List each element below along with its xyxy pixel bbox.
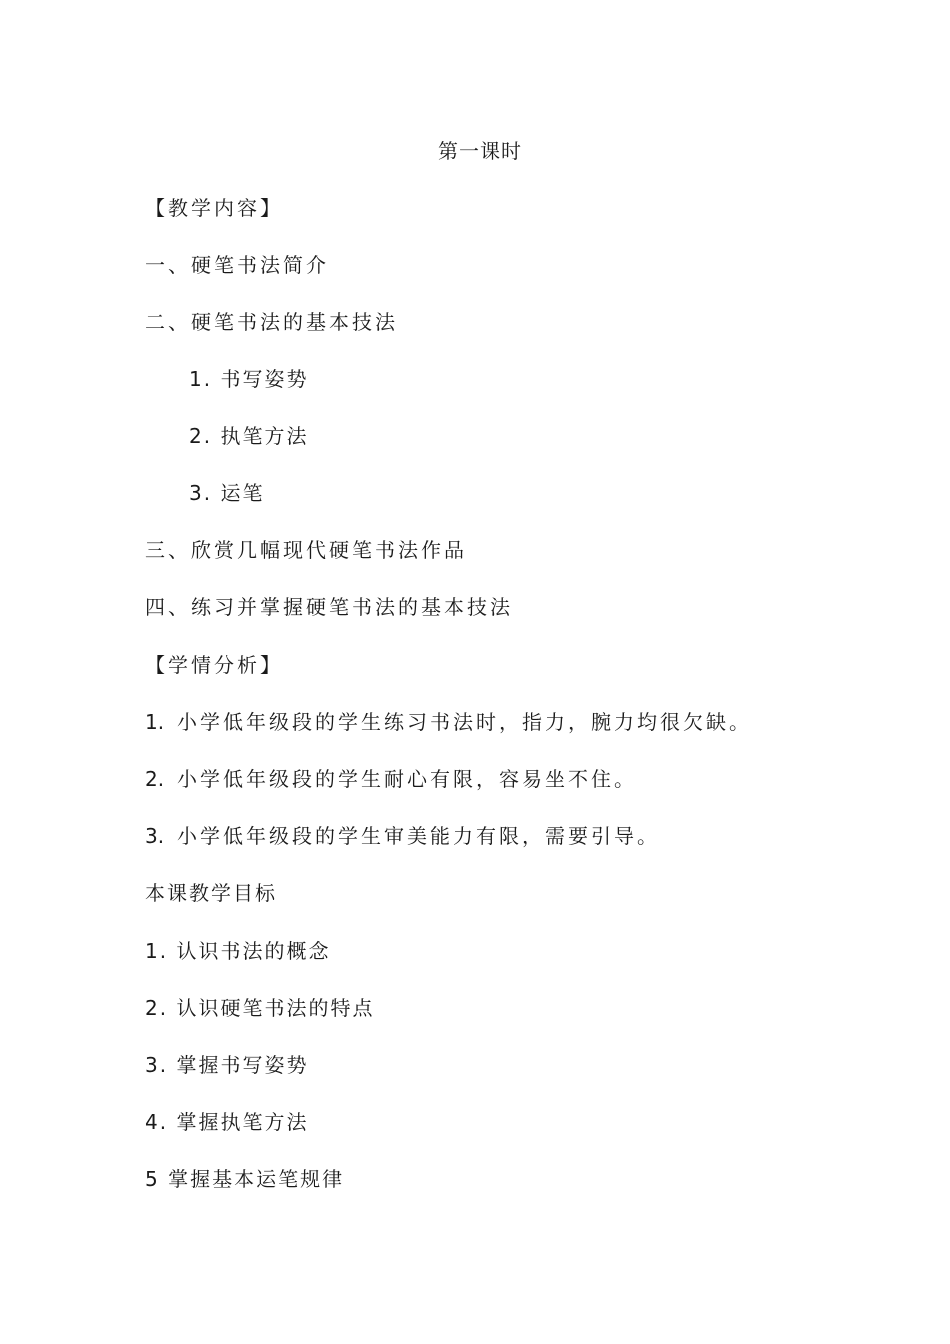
content-item: 二、硬笔书法的基本技法 — [145, 310, 398, 334]
analysis-item-number: 2. — [145, 767, 165, 791]
analysis-item-text: 小学低年级段的学生耐心有限，容易坐不住。 — [177, 767, 637, 791]
analysis-item — [145, 765, 637, 793]
content-item: 三、欣赏几幅现代硬笔书法作品 — [145, 538, 467, 562]
analysis-item-text: 小学低年级段的学生审美能力有限，需要引导。 — [177, 824, 660, 848]
content-subitem: 1. 书写姿势 — [189, 367, 309, 391]
analysis-item — [145, 708, 752, 736]
content-item: 一、硬笔书法简介 — [145, 253, 329, 277]
section-heading-analysis: 【学情分析】 — [145, 653, 283, 677]
analysis-item-number: 3. — [145, 824, 165, 848]
analysis-item — [145, 822, 660, 850]
section-heading-content: 【教学内容】 — [145, 196, 283, 220]
analysis-item-text: 小学低年级段的学生练习书法时，指力，腕力均很欠缺。 — [177, 710, 752, 734]
content-item: 四、练习并掌握硬笔书法的基本技法 — [145, 595, 513, 619]
content-subitem: 2. 执笔方法 — [189, 424, 309, 448]
goal-item: 3. 掌握书写姿势 — [145, 1053, 309, 1077]
goal-item: 2. 认识硬笔书法的特点 — [145, 996, 375, 1020]
page-title: 第一课时 — [438, 139, 522, 163]
goal-item: 4. 掌握执笔方法 — [145, 1110, 309, 1134]
analysis-item-number: 1. — [145, 710, 165, 734]
goal-item: 5 掌握基本运笔规律 — [145, 1167, 345, 1191]
goal-item: 1. 认识书法的概念 — [145, 939, 331, 963]
content-subitem: 3. 运笔 — [189, 481, 265, 505]
section-heading-goals: 本课教学目标 — [145, 881, 277, 905]
